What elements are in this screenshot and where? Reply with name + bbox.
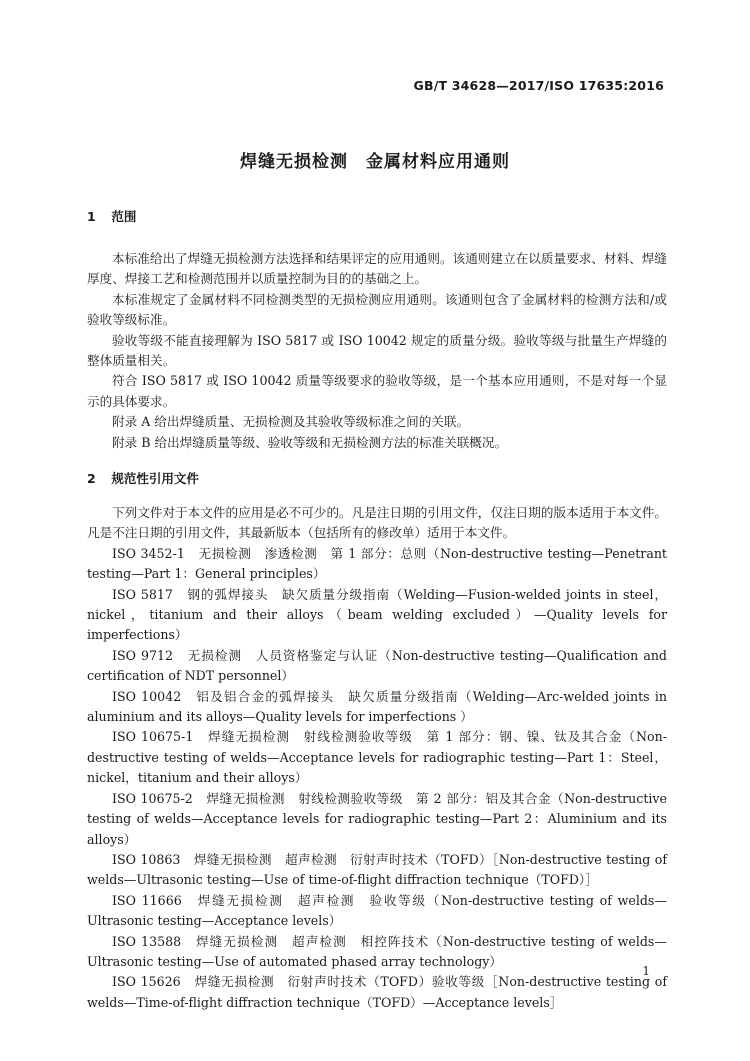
reference-entry: ISO 10863 焊缝无损检测 超声检测 衍射声时技术（TOFD）［Non-destructive testing of welds—Ultrasonic testing—Use of time-of-flight diffraction technique（TOFD）］	[87, 851, 667, 888]
reference-entry: ISO 10675-2 焊缝无损检测 射线检测验收等级 第 2 部分：铝及其合金（Non-destructive testing of welds—Acceptance levels for radiographic testing—Part 2：Aluminium and its alloys）	[87, 790, 667, 847]
section-1-body	[87, 249, 667, 453]
paragraph: 附录 B 给出焊缝质量等级、验收等级和无损检测方法的标准关联概况。	[112, 434, 508, 450]
section-2-number: 2	[87, 471, 96, 486]
reference-entry: ISO 11666 焊缝无损检测 超声检测 验收等级（Non-destructive testing of welds—Ultrasonic testing—Acceptance levels）	[87, 892, 667, 929]
section-2-heading	[87, 469, 199, 487]
reference-entry: ISO 3452-1 无损检测 渗透检测 第 1 部分：总则（Non-destructive testing—Penetrant testing—Part 1：General principles）	[87, 545, 667, 582]
paragraph: 符合 ISO 5817 或 ISO 10042 质量等级要求的验收等级，是一个基本应用通则，不是对每一个显示的具体要求。	[87, 373, 667, 409]
reference-entry: ISO 15626 焊缝无损检测 衍射声时技术（TOFD）验收等级［Non-destructive testing of welds—Time-of-flight diffraction technique（TOFD）—Acceptance levels］	[87, 974, 667, 1010]
page-number: 1	[642, 964, 650, 978]
reference-entry: ISO 10042 铝及铝合金的弧焊接头 缺欠质量分级指南（Welding—Arc-welded joints in aluminium and its alloys—Quality levels for imperfections ）	[87, 688, 667, 725]
document-code: GB/T 34628—2017/ISO 17635:2016	[413, 78, 664, 93]
reference-entry: ISO 5817 钢的弧焊接头 缺欠质量分级指南（Welding—Fusion-welded joints in steel，nickel，titanium and their alloys（beam welding excluded）—Quality levels for imperfections）	[87, 586, 667, 643]
paragraph: 附录 A 给出焊缝质量、无损检测及其验收等级标准之间的关联。	[112, 414, 470, 430]
section-1-title: 范围	[111, 209, 137, 224]
reference-entry: ISO 10675-1 焊缝无损检测 射线检测验收等级 第 1 部分：钢、镍、钛及其合金（Non-destructive testing of welds—Acceptance levels for radiographic testing—Part 1：Steel，nickel，titanium and their alloys）	[87, 729, 667, 786]
section-1-heading	[87, 207, 136, 225]
paragraph: 本标准给出了焊缝无损检测方法选择和结果评定的应用通则。该通则建立在以质量要求、材料、焊缝厚度、焊接工艺和检测范围并以质量控制为目的的基础之上。	[87, 251, 667, 287]
paragraph: 下列文件对于本文件的应用是必不可少的。凡是注日期的引用文件，仅注日期的版本适用于本文件。凡是不注日期的引用文件，其最新版本（包括所有的修改单）适用于本文件。	[87, 505, 667, 541]
reference-entry: ISO 13588 焊缝无损检测 超声检测 相控阵技术（Non-destructive testing of welds—Ultrasonic testing—Use of automated phased array technology）	[87, 933, 667, 969]
section-2-body	[87, 503, 667, 1013]
section-1-number: 1	[87, 209, 96, 224]
section-2-title: 规范性引用文件	[111, 471, 199, 486]
paragraph: 本标准规定了金属材料不同检测类型的无损检测应用通则。该通则包含了金属材料的检测方法和/或验收等级标准。	[87, 291, 667, 328]
reference-entry: ISO 9712 无损检测 人员资格鉴定与认证（Non-destructive testing—Qualification and certification of NDT personnel）	[87, 647, 667, 684]
paragraph: 验收等级不能直接理解为 ISO 5817 或 ISO 10042 规定的质量分级。验收等级与批量生产焊缝的整体质量相关。	[87, 332, 667, 369]
document-title: 焊缝无损检测 金属材料应用通则	[240, 152, 510, 172]
